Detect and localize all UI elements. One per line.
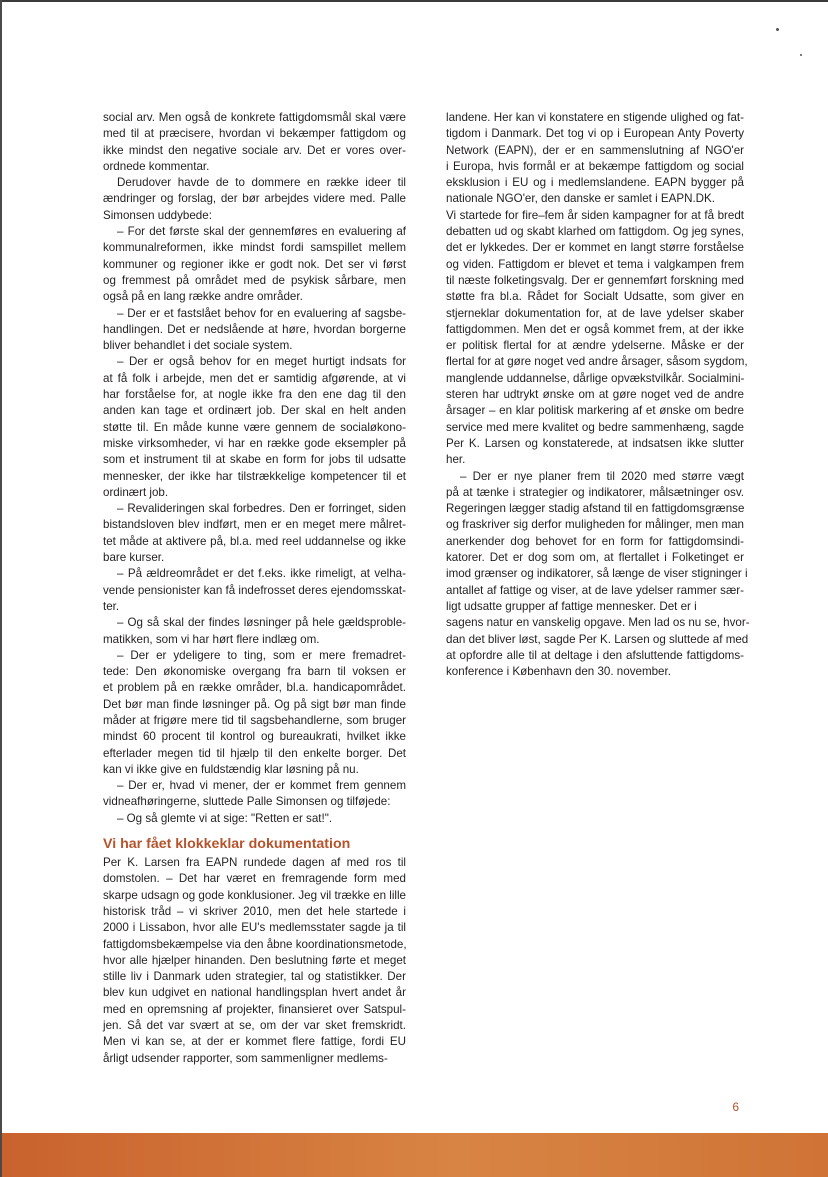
text-line: flertal for at gøre noget ved andre årsager, såsom sygdom, — [446, 355, 748, 369]
top-border-rule — [0, 0, 828, 2]
text-line: Men vi kan se, at der er kommet flere fattige, fordi EU — [103, 1035, 406, 1049]
text-line: tede: Den økonomiske overgang fra barn til voksen er — [103, 665, 406, 679]
scan-speck — [800, 54, 802, 56]
text-line: – Og så glemte vi at sige: "Retten er sat!". — [117, 811, 333, 825]
text-line: i Europa, hvis formål er at bekæmpe fattigdom og social — [446, 159, 744, 173]
text-line: katorer. Det er dog som om, at flertallet i Folketinget er — [446, 551, 744, 565]
text-line: kan vi ikke give en fuldstændig klar løsning på nu. — [103, 762, 359, 776]
text-line: støtte til. En måde kunne være gennem de socialøkono- — [103, 420, 406, 434]
text-line: også på en lang række andre områder. — [103, 290, 303, 304]
text-line: nationale NGO'er, den danske er samlet i EAPN.DK. — [446, 192, 715, 206]
text-line: bliver behandlet i det sociale system. — [103, 339, 293, 353]
text-line: årsager – en klar politisk markering af et ønske om bedre — [446, 404, 744, 418]
text-line: det er lykkedes. Der er kommet en langt større forståelse — [446, 241, 744, 255]
text-line: Det bør man finde løsninger på. Og på sigt bør man finde — [103, 697, 406, 711]
text-line: mindst 60 procent til kontrol og bureaukrati, hvilket ikke — [103, 730, 406, 744]
text-line: hvor alle hjælper hinanden. Den beslutning førte et meget — [103, 953, 406, 967]
text-line: bistandsloven blev indført, men er en meget mere målret- — [103, 518, 406, 532]
text-line: ter. — [103, 599, 120, 613]
text-line: handlingen. Det er nedslående at høre, hvordan borgerne — [103, 322, 406, 336]
text-line: sagens natur en vanskelig opgave. Men lad os nu se, hvor- — [446, 616, 750, 630]
text-line: har forståelse for, at nogle ikke fra den ene dag til den — [103, 388, 406, 402]
text-line: Network (EAPN), der er en sammenslutning af NGO'er — [446, 143, 744, 157]
text-line: landene. Her kan vi konstatere en stigende ulighed og fat- — [446, 111, 744, 124]
text-line: tet måde at aktivere på, bl.a. med reel uddannelse og ikke — [103, 534, 406, 548]
text-line: og fremmest på området med de psykisk sårbare, men — [103, 273, 406, 287]
text-line: stille liv i Danmark uden strategier, tal og statistikker. Der — [103, 970, 406, 984]
text-line: at få folk i arbejde, men det er samtidig afgørende, at vi — [103, 371, 406, 385]
footer-band — [2, 1133, 828, 1177]
text-line: årligt udsender rapporter, som sammenligner medlems- — [103, 1051, 388, 1065]
text-line: fattigdommen. Men det er også kommet frem, at der ikke — [446, 322, 744, 336]
scan-speck — [776, 28, 779, 31]
text-line: steren har udtrykt ønske om at gøre noget ved de andre — [446, 388, 744, 402]
text-line: Vi startede for fire–fem år siden kampagner for at få bredt — [446, 208, 744, 222]
text-line: – Der er ydeligere to ting, som er mere fremadret- — [117, 648, 406, 662]
text-line: kommunalreformen, ikke mindst fordi samspillet mellem — [103, 241, 406, 255]
text-line: stjerneklar dokumentation for, at de lave ydelser skaber — [446, 306, 744, 320]
text-line: måder at frigøre mere tid til sagsbehandlerne, som bruger — [103, 713, 406, 727]
text-line: domstolen. – Det har været en fremragende form med — [103, 872, 406, 886]
text-line: og viden. Fattigdom er blevet et tema i valgkampen frem — [446, 257, 744, 271]
text-line: – Revalideringen skal forbedres. Den er forringet, siden — [117, 502, 406, 516]
text-line: mennesker, der ikke har tilstrækkelige kompetencer til et — [103, 469, 406, 483]
text-line: Simonsen uddybede: — [103, 208, 212, 222]
left-column — [103, 110, 406, 1067]
text-line: – Der er også behov for en meget hurtigt indsats for — [117, 355, 406, 369]
text-line: er politisk flertal for at ændre ydelserne. Måske er der — [446, 339, 744, 353]
right-column — [446, 110, 750, 680]
text-line: jen. Så det var svært at se, om der var sket fremskridt. — [103, 1019, 406, 1033]
text-line: blev kun udgivet en national handlingsplan hvert andet år — [103, 986, 406, 1000]
text-line: – Der er, hvad vi mener, der er kommet frem gennem — [117, 779, 406, 793]
text-line: matikken, som vi har hørt flere indlæg om. — [103, 632, 320, 646]
text-line: kommuner og regioner ikke er godt nok. Det ser vi først — [103, 257, 406, 271]
text-line: støtte fra bl.a. Rådet for Socialt Udsatte, som giver en — [446, 290, 744, 304]
text-line: efterlader megen tid til hjælp til den enkelte borger. Det — [103, 746, 406, 760]
text-line: konference i København den 30. november. — [446, 665, 671, 679]
text-line: som et instrument til at skabe en form for jobs til udsatte — [103, 453, 406, 467]
section-heading: Vi har fået klokkeklar dokumentation — [103, 836, 351, 853]
text-line: service med mere kvalitet og bedre sammenhæng, sagde — [446, 420, 744, 434]
text-line: Derudover havde de to dommere en række ideer til — [117, 176, 406, 190]
text-line: historisk tråd – vi skriver 2010, men det hele startede i — [103, 904, 406, 918]
text-line: vidneafhøringerne, sluttede Palle Simonsen og tilføjede: — [103, 795, 391, 809]
text-line: imod grænser og indikatorer, så længe de viser stigninger i — [446, 567, 748, 581]
text-line: – Der er et fastslået behov for en evaluering af sagsbe- — [117, 306, 406, 320]
text-line: på at tænke i strategier og indikatorer, målsætninger osv. — [446, 485, 744, 499]
text-line: fattigdomsbekæmpelse via den åbne koordinationsmetode, — [103, 937, 407, 951]
text-line: 2000 i Lissabon, hvor alle EU's medlemsstater sagde ja til — [103, 921, 406, 935]
text-line: her. — [446, 453, 466, 467]
text-line: dan det bliver løst, sagde Per K. Larsen og sluttede af med — [446, 632, 749, 646]
left-border-rule — [0, 0, 2, 1177]
text-line: skarpe udsagn og gode konklusioner. Jeg vil trække en lille — [103, 888, 406, 902]
text-line: – På ældreområdet er det f.eks. ikke rimeligt, at velha- — [117, 567, 406, 581]
text-line: et problem på en række områder, bl.a. handicapområdet. — [103, 681, 406, 695]
text-line: anerkender dog behovet for en form for fattigdomsindi- — [446, 534, 744, 548]
text-line: tigdom i Danmark. Det tog vi op i European Anty Poverty — [446, 127, 744, 141]
text-line: Regeringen lægger stadig afstand til en fattigdomsgrænse — [446, 502, 745, 516]
text-line: debatten ud og skabt klarhed om fattigdom. Og jeg synes, — [446, 225, 744, 239]
text-line: Per K. Larsen fra EAPN rundede dagen af med ros til — [103, 856, 406, 870]
text-line: ikke mindst den negative sociale arv. Det er vores over- — [103, 143, 406, 157]
text-line: ændringer og forslag, der bør arbejdes videre med. Palle — [103, 192, 406, 206]
text-line: antallet af fattige og viser, at de lave ydelser rammer sær- — [446, 583, 744, 597]
text-line: ordinært job. — [103, 485, 169, 499]
text-line: til næste folketingsvalg. Der er gennemført forskning med — [446, 273, 744, 287]
text-line: manglende uddannelse, dårlige opvækstvilkår. Socialmini- — [446, 371, 745, 385]
text-line: – Og så skal der findes løsninger på hele gældsproble- — [117, 616, 406, 630]
page-number: 6 — [732, 1100, 739, 1114]
text-line: og fraskriver sig derfor muligheden for målinger, men man — [446, 518, 744, 532]
text-line: social arv. Men også de konkrete fattigdomsmål skal være — [103, 111, 406, 124]
text-line: – Der er nye planer frem til 2020 med større vægt — [460, 469, 744, 483]
text-line: anden kan tage et ordinært job. Der skal en helt anden — [103, 404, 406, 418]
text-line: vende pensionister kan få indefrosset deres ejendomsskat- — [103, 583, 406, 597]
text-line: med til at præcisere, hvordan vi bekæmper fattigdom og — [103, 127, 406, 141]
text-line: eksklusion i EU og i medlemslandene. EAPN bygger på — [446, 176, 744, 190]
text-line: Per K. Larsen og konstaterede, at indsatsen ikke slutter — [446, 436, 744, 450]
text-line: ordnede kommentar. — [103, 159, 210, 173]
text-line: ligt udsatte grupper af fattige mennesker. Det er i — [446, 599, 697, 613]
text-line: miske virksomheder, vi har en række gode eksempler på — [103, 436, 406, 450]
text-line: at opfordre alle til at deltage i den afsluttende fattigdoms- — [446, 648, 744, 662]
text-line: – For det første skal der gennemføres en evaluering af — [117, 225, 406, 239]
text-line: med en opremsning af projekter, finansieret over Satspul- — [103, 1002, 406, 1016]
text-line: bare kurser. — [103, 551, 165, 565]
